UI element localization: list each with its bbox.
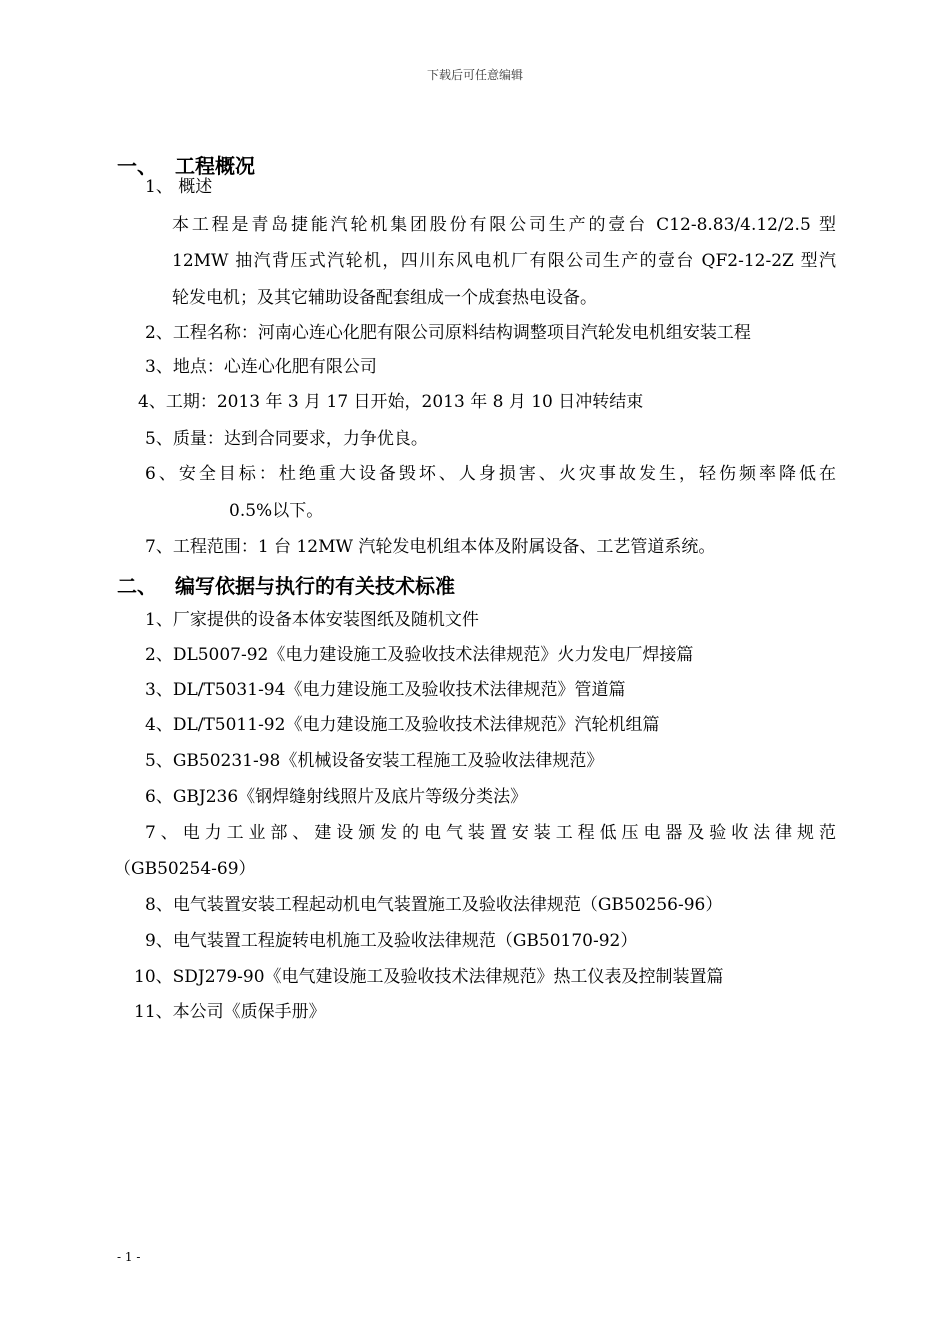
overview-heading: 1、 概述	[145, 177, 213, 197]
overview-line-2: 12MW 抽汽背压式汽轮机，四川东风电机厂有限公司生产的壹台 QF2-12-2Z 型汽	[172, 251, 836, 271]
standard-item-4: 4、DL/T5011-92《电力建设施工及验收技术法律规范》汽轮机组篇	[145, 715, 660, 735]
standard-item-10: 10、SDJ279-90《电气建设施工及验收技术法律规范》热工仪表及控制装置篇	[134, 967, 724, 987]
section-2-heading	[117, 570, 455, 599]
section-2-title: 编写依据与执行的有关技术标准	[175, 574, 455, 598]
standard-item-7: 7、电力工业部、建设颁发的电气装置安装工程低压电器及验收法律规范	[145, 823, 836, 843]
item-scope: 7、工程范围：1 台 12MW 汽轮发电机组本体及附属设备、工艺管道系统。	[145, 537, 716, 557]
standard-item-2: 2、DL5007-92《电力建设施工及验收技术法律规范》火力发电厂焊接篇	[145, 645, 694, 665]
item-location: 3、地点：心连心化肥有限公司	[145, 357, 377, 377]
header-note: 下载后可任意编辑	[426, 68, 523, 82]
section-1-title: 工程概况	[175, 154, 255, 178]
overview-line-3: 轮发电机；及其它辅助设备配套组成一个成套热电设备。	[172, 288, 597, 308]
item-safety-goal: 6、安全目标：杜绝重大设备毁坏、人身损害、火灾事故发生，轻伤频率降低在	[145, 464, 836, 484]
section-2-number: 二、	[117, 574, 157, 598]
page-number: - 1 -	[117, 1250, 141, 1264]
item-project-name: 2、工程名称：河南心连心化肥有限公司原料结构调整项目汽轮发电机组安装工程	[145, 323, 751, 343]
standard-item-11: 11、本公司《质保手册》	[134, 1002, 326, 1022]
overview-line-1: 本工程是青岛捷能汽轮机集团股份有限公司生产的壹台 C12-8.83/4.12/2.5 型	[172, 215, 836, 235]
item-safety-goal-cont: 0.5%以下。	[229, 501, 324, 521]
item-schedule: 4、工期：2013 年 3 月 17 日开始，2013 年 8 月 10 日冲转结束	[138, 392, 644, 412]
section-1-number: 一、	[117, 154, 157, 178]
item-quality: 5、质量：达到合同要求，力争优良。	[145, 429, 428, 449]
standard-item-8: 8、电气装置安装工程起动机电气装置施工及验收法律规范（GB50256-96）	[145, 895, 723, 915]
section-1-heading	[117, 150, 255, 179]
standard-item-9: 9、电气装置工程旋转电机施工及验收法律规范（GB50170-92）	[145, 931, 638, 951]
standard-item-7-cont: （GB50254-69）	[114, 859, 256, 879]
standard-item-3: 3、DL/T5031-94《电力建设施工及验收技术法律规范》管道篇	[145, 680, 626, 700]
standard-item-5: 5、GB50231-98《机械设备安装工程施工及验收法律规范》	[145, 751, 604, 771]
standard-item-1: 1、厂家提供的设备本体安装图纸及随机文件	[145, 610, 479, 630]
standard-item-6: 6、GBJ236《钢焊缝射线照片及底片等级分类法》	[145, 787, 528, 807]
